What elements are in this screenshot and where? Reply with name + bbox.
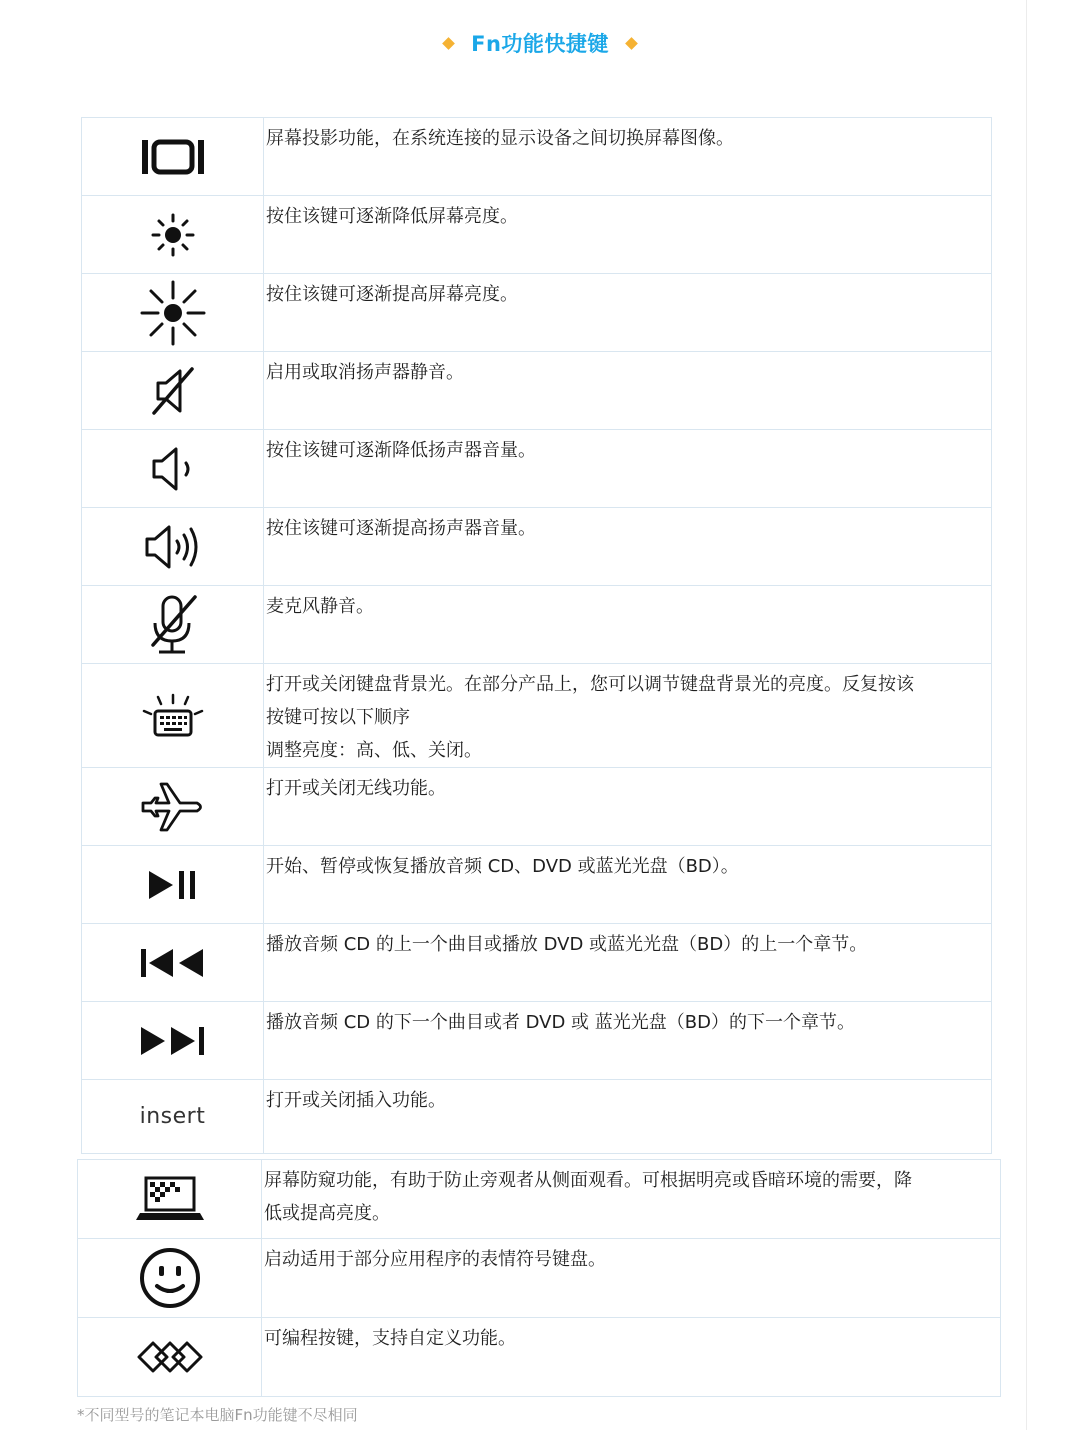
icon-cell (82, 196, 264, 274)
icon-cell (82, 274, 264, 352)
table-row (82, 586, 992, 664)
description-cell (262, 1160, 1001, 1239)
description-text: 按住该键可逐渐提高扬声器音量。 (266, 518, 536, 539)
table-row (82, 118, 992, 196)
icon-cell (78, 1160, 262, 1239)
description-cell (264, 586, 992, 664)
play-pause-icon (147, 868, 199, 902)
table-row (82, 430, 992, 508)
icon-cell (82, 664, 264, 768)
description-text: 打开或关闭插入功能。 (266, 1090, 446, 1111)
description-text-line-2: 按键可按以下顺序 (266, 707, 410, 728)
description-text: 播放音频 CD 的上一个曲目或播放 DVD 或蓝光光盘（BD）的上一个章节。 (266, 934, 868, 955)
table-row (82, 664, 992, 768)
description-cell (264, 508, 992, 586)
diamond-right-icon (625, 37, 638, 50)
programmable-key-icon (135, 1340, 205, 1374)
table-row (82, 508, 992, 586)
description-cell (264, 196, 992, 274)
icon-cell (82, 1002, 264, 1080)
icon-cell (82, 1080, 264, 1154)
table-row (82, 352, 992, 430)
icon-cell (82, 352, 264, 430)
description-text: 播放音频 CD 的下一个曲目或者 DVD 或 蓝光光盘（BD）的下一个章节。 (266, 1012, 855, 1033)
table-row (78, 1239, 1001, 1318)
description-cell (264, 274, 992, 352)
speaker-mute-icon (148, 365, 198, 417)
next-track-icon (139, 1024, 207, 1058)
table-row (82, 274, 992, 352)
description-text: 屏幕防窥功能，有助于防止旁观者从侧面观看。可根据明亮或昏暗环境的需要，降 (264, 1170, 912, 1191)
brightness-up-icon (140, 280, 206, 346)
page-edge-divider (1026, 0, 1027, 1430)
description-text: 打开或关闭无线功能。 (266, 778, 446, 799)
description-text: 屏幕投影功能，在系统连接的显示设备之间切换屏幕图像。 (266, 128, 734, 149)
previous-track-icon (139, 946, 207, 980)
description-text: 可编程按键，支持自定义功能。 (264, 1328, 516, 1349)
description-cell (262, 1239, 1001, 1318)
airplane-mode-icon (139, 779, 207, 835)
table-row (82, 1002, 992, 1080)
icon-cell (82, 768, 264, 846)
description-cell (264, 352, 992, 430)
fn-key-table-extra (77, 1159, 1001, 1397)
description-cell (264, 118, 992, 196)
emoji-icon (138, 1246, 202, 1310)
description-text-line-3: 调整亮度：高、低、关闭。 (266, 740, 482, 761)
description-cell (264, 430, 992, 508)
table-row (82, 846, 992, 924)
description-cell (264, 924, 992, 1002)
description-cell (264, 1080, 992, 1154)
page-header (0, 28, 1080, 58)
screen-projection-icon (140, 137, 206, 177)
privacy-screen-icon (136, 1175, 204, 1223)
description-text-line-2: 低或提高亮度。 (264, 1203, 390, 1224)
volume-up-icon (142, 522, 204, 572)
table-row (78, 1160, 1001, 1239)
footnote: *不同型号的笔记本电脑Fn功能键不尽相同 (77, 1406, 358, 1424)
table-row (82, 924, 992, 1002)
description-text: 按住该键可逐渐降低扬声器音量。 (266, 440, 536, 461)
fn-key-table (81, 117, 992, 1154)
table-row (82, 1080, 992, 1154)
icon-cell (78, 1239, 262, 1318)
table-row (78, 1318, 1001, 1397)
volume-down-icon (148, 444, 198, 494)
description-cell (264, 846, 992, 924)
description-cell (264, 768, 992, 846)
icon-cell (82, 118, 264, 196)
keyboard-backlight-icon (140, 693, 206, 739)
description-cell (264, 1002, 992, 1080)
icon-cell (82, 508, 264, 586)
description-text: 麦克风静音。 (266, 596, 374, 617)
icon-cell (78, 1318, 262, 1397)
table-row (82, 196, 992, 274)
description-text: 启动适用于部分应用程序的表情符号键盘。 (264, 1249, 606, 1270)
description-text: 打开或关闭键盘背景光。在部分产品上，您可以调节键盘背景光的亮度。反复按该 (266, 674, 914, 695)
description-text: 启用或取消扬声器静音。 (266, 362, 464, 383)
insert-key-icon: insert (139, 1104, 206, 1129)
description-text: 按住该键可逐渐降低屏幕亮度。 (266, 206, 518, 227)
page-title: Fn功能快捷键 (471, 32, 609, 56)
microphone-mute-icon (145, 593, 201, 657)
table-row (82, 768, 992, 846)
icon-cell (82, 430, 264, 508)
description-text: 按住该键可逐渐提高屏幕亮度。 (266, 284, 518, 305)
diamond-left-icon (442, 37, 455, 50)
description-cell (262, 1318, 1001, 1397)
description-cell (264, 664, 992, 768)
icon-cell (82, 586, 264, 664)
description-text: 开始、暂停或恢复播放音频 CD、DVD 或蓝光光盘（BD）。 (266, 856, 739, 877)
icon-cell (82, 846, 264, 924)
icon-cell (82, 924, 264, 1002)
brightness-down-icon (150, 212, 196, 258)
